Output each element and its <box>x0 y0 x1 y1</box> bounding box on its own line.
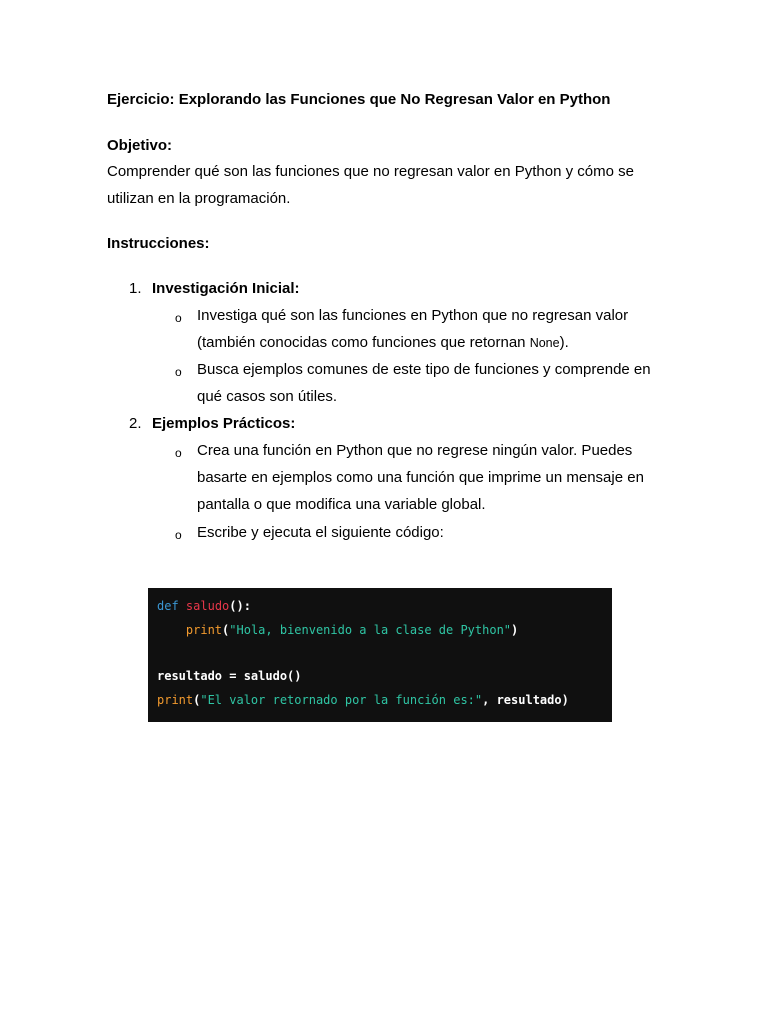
bullet-icon: o <box>175 311 182 325</box>
objective-heading: Objetivo: <box>107 137 173 154</box>
objective-body: Comprender qué son las funciones que no regresan valor en Python y cómo se utilizan en la programación. <box>107 163 634 207</box>
list-subitem-busca: Busca ejemplos comunes de este tipo de funciones y comprende en qué casos son útiles. <box>197 361 651 405</box>
code-keyword-def: def <box>157 599 179 613</box>
code-paren-open: ( <box>222 623 230 637</box>
subitem-text-end: ). <box>559 334 569 351</box>
code-paren-open: ( <box>193 693 201 707</box>
code-line-5 <box>157 693 569 707</box>
code-paren-close: ) <box>561 693 569 707</box>
code-function-name: saludo <box>185 599 230 613</box>
document-title: Ejercicio: Explorando las Funciones que No Regresan Valor en Python <box>107 91 611 108</box>
code-block <box>148 588 612 722</box>
bullet-icon: o <box>175 528 182 542</box>
code-string: "Hola, bienvenido a la clase de Python" <box>229 623 512 637</box>
code-line-4: resultado = saludo() <box>157 669 302 683</box>
code-indent <box>157 623 186 637</box>
subitem-text: Investiga qué son las funciones en Python que no regresan valor (también conocidas como funciones que retornan <box>197 307 629 351</box>
code-punctuation: (): <box>229 599 251 613</box>
code-space <box>179 599 186 613</box>
code-separator: , <box>482 693 497 707</box>
code-string: "El valor retornado por la función es:" <box>200 693 483 707</box>
code-line-2 <box>157 623 518 637</box>
inline-code-none: None <box>529 336 560 350</box>
list-number-1: 1. <box>129 280 142 297</box>
bullet-icon: o <box>175 365 182 379</box>
code-line-1 <box>157 599 251 613</box>
list-heading-investigacion: Investigación Inicial: <box>152 280 300 297</box>
code-variable: resultado <box>496 693 562 707</box>
instructions-heading: Instrucciones: <box>107 235 210 252</box>
list-number-2: 2. <box>129 415 142 432</box>
list-heading-ejemplos: Ejemplos Prácticos: <box>152 415 296 432</box>
bullet-icon: o <box>175 446 182 460</box>
code-builtin-print: print <box>185 623 223 637</box>
code-builtin-print: print <box>157 693 194 707</box>
code-paren-close: ) <box>511 623 519 637</box>
list-subitem-escribe: Escribe y ejecuta el siguiente código: <box>197 524 444 541</box>
list-subitem-investiga <box>197 302 667 357</box>
list-subitem-crea: Crea una función en Python que no regrese ningún valor. Puedes basarte en ejemplos como una función que imprime un mensaje en pantalla o que modifica una variable global. <box>197 442 644 513</box>
